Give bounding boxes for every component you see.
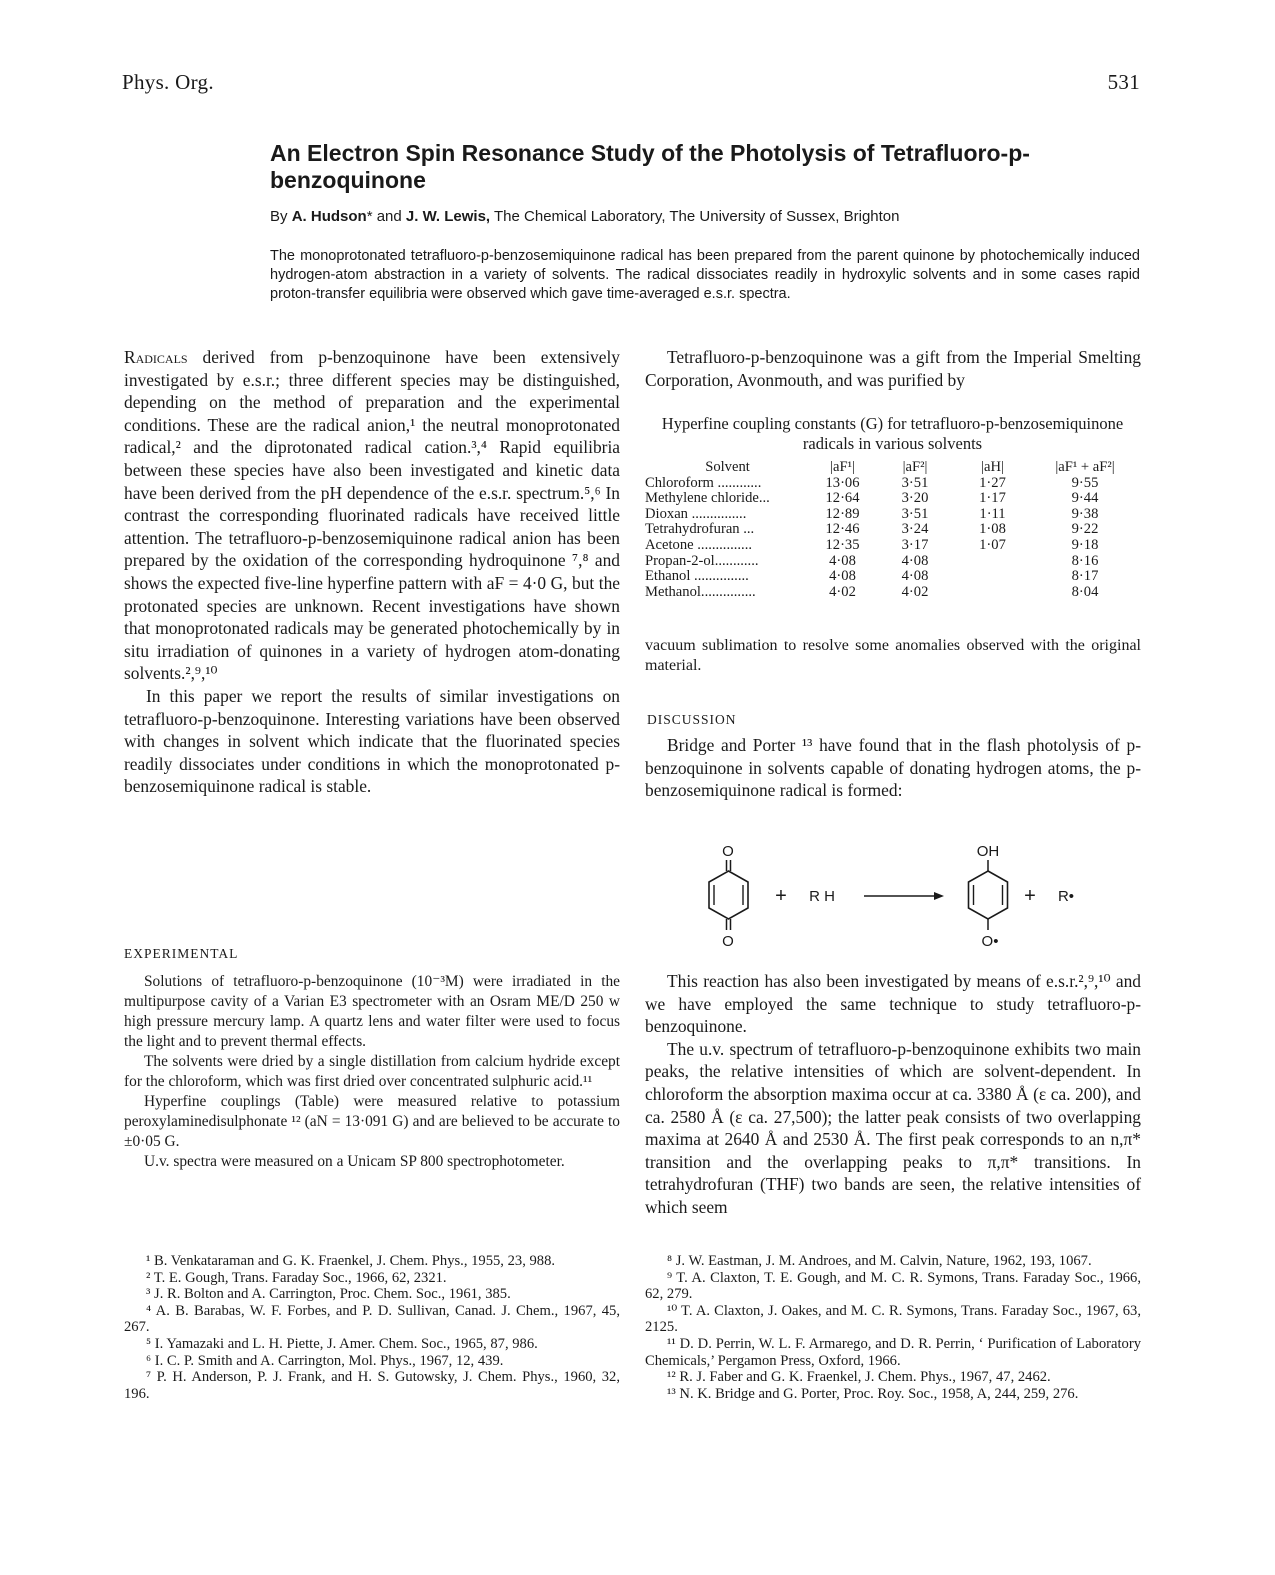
table-row <box>645 569 1140 585</box>
discussion-paragraph-3: The u.v. spectrum of tetrafluoro-p-benzoquinone exhibits two main peaks, the relative intensities of which are solvent-dependent. In chloroform the absorption maxima occur at ca. 3380 Å (ε ca. 200), and ca. 2580 Å (ε ca. 27,500); the latter peak consists of two overlapping maxima at 2640 Å and 2530 Å. The first peak corresponds to an n,π* transition and the overlapping peaks to π,π* transitions. In tetrahydrofuran (THF) two bands are seen, the relative intensities of which seem <box>645 1038 1141 1217</box>
table-cell: 4·08 <box>829 568 856 585</box>
table-cell: 12·46 <box>825 521 860 538</box>
plus-sign: + <box>775 885 787 907</box>
table-header: |aF²| <box>902 459 928 475</box>
author-line <box>270 208 1150 225</box>
table-cell: 9·38 <box>1071 505 1099 522</box>
table-cell: 3·24 <box>901 521 929 538</box>
alkyl-radical: R• <box>1057 888 1075 905</box>
author-1: A. Hudson <box>291 208 367 225</box>
table-cell: 8·16 <box>1071 552 1099 569</box>
table-cell: 3·17 <box>901 536 929 553</box>
footnote: ⁵ I. Yamazaki and L. H. Piette, J. Amer. Chem. Soc., 1965, 87, 986. <box>146 1335 538 1352</box>
authors-prefix: By <box>270 208 288 225</box>
intro-paragraph-1 <box>124 346 620 685</box>
table-cell: 3·51 <box>901 474 929 491</box>
table-row <box>645 554 1140 570</box>
table-cell: Propan-2-ol............ <box>645 552 759 569</box>
table-header: |aF¹ + aF²| <box>1055 459 1115 475</box>
materials-paragraph: Tetrafluoro-p-benzoquinone was a gift from the Imperial Smelting Corporation, Avonmouth, and was purified by <box>645 347 1141 390</box>
purification-paragraph: vacuum sublimation to resolve some anomalies observed with the original material. <box>645 637 1141 674</box>
footnote: ⁸ J. W. Eastman, J. M. Androes, and M. Calvin, Nature, 1962, 193, 1067. <box>667 1253 1092 1269</box>
table-cell: 4·02 <box>901 583 929 600</box>
discussion-heading: DISCUSSION <box>647 712 737 727</box>
right-column-top <box>645 346 1141 391</box>
table-cell: 9·22 <box>1071 521 1099 538</box>
table-cell: 8·04 <box>1071 583 1099 600</box>
reaction-scheme <box>690 838 1110 956</box>
discussion-body <box>645 970 1141 1219</box>
table-cell: Dioxan ............... <box>645 505 747 522</box>
footnote: ¹⁰ T. A. Claxton, J. Oakes, and M. C. R. Symons, Trans. Faraday Soc., 1967, 63, 2125. <box>645 1302 1141 1336</box>
discussion-intro <box>645 734 1141 802</box>
table-cell: 12·35 <box>825 536 860 553</box>
experimental-paragraph-3: Hyperfine couplings (Table) were measured relative to potassium peroxylaminedisulphonate ¹² (aN = 13·091 G) and are believed to be accurate to ±0·05 G. <box>124 1093 620 1150</box>
table-row <box>645 538 1140 554</box>
plus-sign: + <box>1024 885 1036 907</box>
table-cell: 4·02 <box>829 583 856 600</box>
author-2: J. W. Lewis, <box>405 208 491 225</box>
table-cell: 1·27 <box>979 474 1006 491</box>
footnote: ⁹ T. A. Claxton, T. E. Gough, and M. C. R. Symons, Trans. Faraday Soc., 1966, 62, 279. <box>645 1269 1141 1303</box>
table-row <box>645 585 1140 601</box>
hydrogen-donor: R H <box>809 888 835 905</box>
semiquinone-ring <box>969 871 1008 919</box>
article-title: An Electron Spin Resonance Study of the Photolysis of Tetrafluoro-p-benzoquinone <box>270 140 1030 193</box>
table-cell: 1·11 <box>979 505 1006 522</box>
table-cell <box>955 569 1030 585</box>
intro-text-1: derived from p-benzoquinone have been extensively investigated by e.s.r.; three different species may be distinguished, depending on the method of preparation and the experimental conditions. These are the radical anion,¹ the neutral monoprotonated radical,² and the diprotonated radical cation.³,⁴ Rapid equilibria between these species have also been investigated and kinetic data have been derived from the pH dependence of the e.s.r. spectrum.⁵,⁶ In contrast the corresponding fluorinated radicals have received little attention. The tetrafluoro-p-benzosemiquinone radical anion has been prepared by the oxidation of the corresponding hydroquinone ⁷,⁸ and shows the expected five-line hyperfine pattern with aF = 4·0 G, but the protonated species are unknown. Recent investigations have shown that monoprotonated radicals may be generated photochemically by in situ irradiation of quinones in a variety of hydrogen atom-donating solvents.²,⁹,¹⁰ <box>124 347 620 684</box>
table-cell: Methanol............... <box>645 583 756 600</box>
footnote: ³ J. R. Bolton and A. Carrington, Proc. Chem. Soc., 1961, 385. <box>146 1286 511 1303</box>
table-cell: 8·17 <box>1071 568 1099 585</box>
table-row <box>645 522 1140 538</box>
table-cell: 4·08 <box>829 552 856 569</box>
table-header: |aF¹| <box>830 459 855 475</box>
footnote: ¹¹ D. D. Perrin, W. L. F. Armarego, and D. R. Perrin, ‘ Purification of Laboratory Chemicals,’ Pergamon Press, Oxford, 1966. <box>645 1335 1141 1369</box>
footnote: ⁶ I. C. P. Smith and A. Carrington, Mol. Phys., 1967, 12, 439. <box>146 1352 504 1369</box>
table-cell: 1·17 <box>979 490 1006 507</box>
footnotes-left <box>124 1253 620 1402</box>
table-row <box>645 491 1140 507</box>
experimental-heading: EXPERIMENTAL <box>124 946 239 961</box>
table-caption: Hyperfine coupling constants (G) for tetrafluoro-p-benzosemiquinone radicals in various solvents <box>661 414 1124 453</box>
intro-lead-word: Radicals <box>124 347 188 367</box>
table-cell: Chloroform ............ <box>645 474 762 491</box>
table-header-row <box>645 460 1140 476</box>
footnote: ² T. E. Gough, Trans. Faraday Soc., 1966, 62, 2321. <box>146 1269 447 1286</box>
table-cell: Acetone ............... <box>645 536 752 553</box>
footnote: ¹³ N. K. Bridge and G. Porter, Proc. Roy. Soc., 1958, A, 244, 259, 276. <box>667 1385 1079 1402</box>
experimental-paragraph-1: Solutions of tetrafluoro-p-benzoquinone (10⁻³M) were irradiated in the multipurpose cavity of a Varian E3 spectrometer with an Osram ME/D 250 w high pressure mercury lamp. A quartz lens and water filter were used to focus the light and to prevent thermal effects. <box>124 973 620 1050</box>
discussion-paragraph-2: This reaction has also been investigated by means of e.s.r.²,⁹,¹⁰ and we have employed the same technique to study tetrafluoro-p-benzoquinone. <box>645 971 1141 1037</box>
experimental-section <box>124 972 620 1172</box>
table-cell: Ethanol ............... <box>645 568 749 585</box>
affiliation: The Chemical Laboratory, The University of Sussex, Brighton <box>494 208 900 225</box>
left-column-intro <box>124 346 620 798</box>
table-row <box>645 507 1140 523</box>
authors-and: and <box>376 208 402 225</box>
footnotes-right <box>645 1253 1141 1402</box>
footnote: ⁴ A. B. Barabas, W. F. Forbes, and P. D. Sullivan, Canad. J. Chem., 1967, 45, 267. <box>124 1302 620 1336</box>
journal-section: Phys. Org. <box>122 70 214 94</box>
hyperfine-table <box>645 460 1140 600</box>
quinone-top-oxygen: O <box>722 843 734 860</box>
corresponding-mark: * <box>366 208 373 225</box>
table-row <box>645 476 1140 492</box>
table-header: |aH| <box>981 459 1004 475</box>
table-cell: 3·51 <box>901 505 929 522</box>
experimental-paragraph-4: U.v. spectra were measured on a Unicam SP 800 spectrophotometer. <box>144 1153 565 1170</box>
semiquinone-oxygen-radical: O• <box>981 933 999 950</box>
table-cell: 4·08 <box>901 552 929 569</box>
table-cell <box>955 585 1030 601</box>
table-header: Solvent <box>705 459 750 475</box>
table-cell: 1·07 <box>979 536 1006 553</box>
page-number: 531 <box>1107 70 1140 94</box>
table-cell: Methylene chloride... <box>645 490 770 507</box>
table-cell: 12·89 <box>825 505 860 522</box>
footnote: ¹² R. J. Faber and G. K. Fraenkel, J. Chem. Phys., 1967, 47, 2462. <box>667 1369 1051 1386</box>
table-cell: Tetrahydrofuran ... <box>645 521 755 538</box>
discussion-paragraph-1: Bridge and Porter ¹³ have found that in the flash photolysis of p-benzoquinone in solvents capable of donating hydrogen atoms, the p-benzosemiquinone radical is formed: <box>645 735 1141 801</box>
semiquinone-hydroxyl: OH <box>976 843 1000 860</box>
purification-continued <box>645 636 1141 676</box>
experimental-paragraph-2: The solvents were dried by a single distillation from calcium hydride except for the chloroform, which was first dried over concentrated sulphuric acid.¹¹ <box>124 1053 620 1090</box>
abstract: The monoprotonated tetrafluoro-p-benzosemiquinone radical has been prepared from the parent quinone by photochemically induced hydrogen-atom abstraction in a variety of solvents. The radical dissociates readily in hydroxylic solvents and in some cases rapid proton-transfer equilibria were observed which gave time-averaged e.s.r. spectra. <box>270 248 1140 302</box>
table-cell: 9·18 <box>1071 536 1099 553</box>
table-cell <box>955 554 1030 570</box>
table-cell: 3·20 <box>901 490 929 507</box>
table-cell: 12·64 <box>825 490 860 507</box>
quinone-bottom-oxygen: O <box>722 933 734 950</box>
quinone-ring <box>709 871 748 919</box>
footnote: ⁷ P. H. Anderson, P. J. Frank, and H. S. Gutowsky, J. Chem. Phys., 1960, 32, 196. <box>124 1369 620 1402</box>
footnote: ¹ B. Venkataraman and G. K. Fraenkel, J. Chem. Phys., 1955, 23, 988. <box>146 1253 556 1269</box>
intro-paragraph-2: In this paper we report the results of similar investigations on tetrafluoro-p-benzoquinone. Interesting variations have been observed with changes in solvent which indicate that the fluorinated species readily dissociates under conditions in which the monoprotonated p-benzosemiquinone radical is stable. <box>124 685 620 797</box>
table-cell: 1·08 <box>979 521 1006 538</box>
table-cell: 9·55 <box>1071 474 1099 491</box>
table-cell: 9·44 <box>1071 490 1099 507</box>
table-cell: 4·08 <box>901 568 929 585</box>
table-cell: 13·06 <box>825 474 860 491</box>
